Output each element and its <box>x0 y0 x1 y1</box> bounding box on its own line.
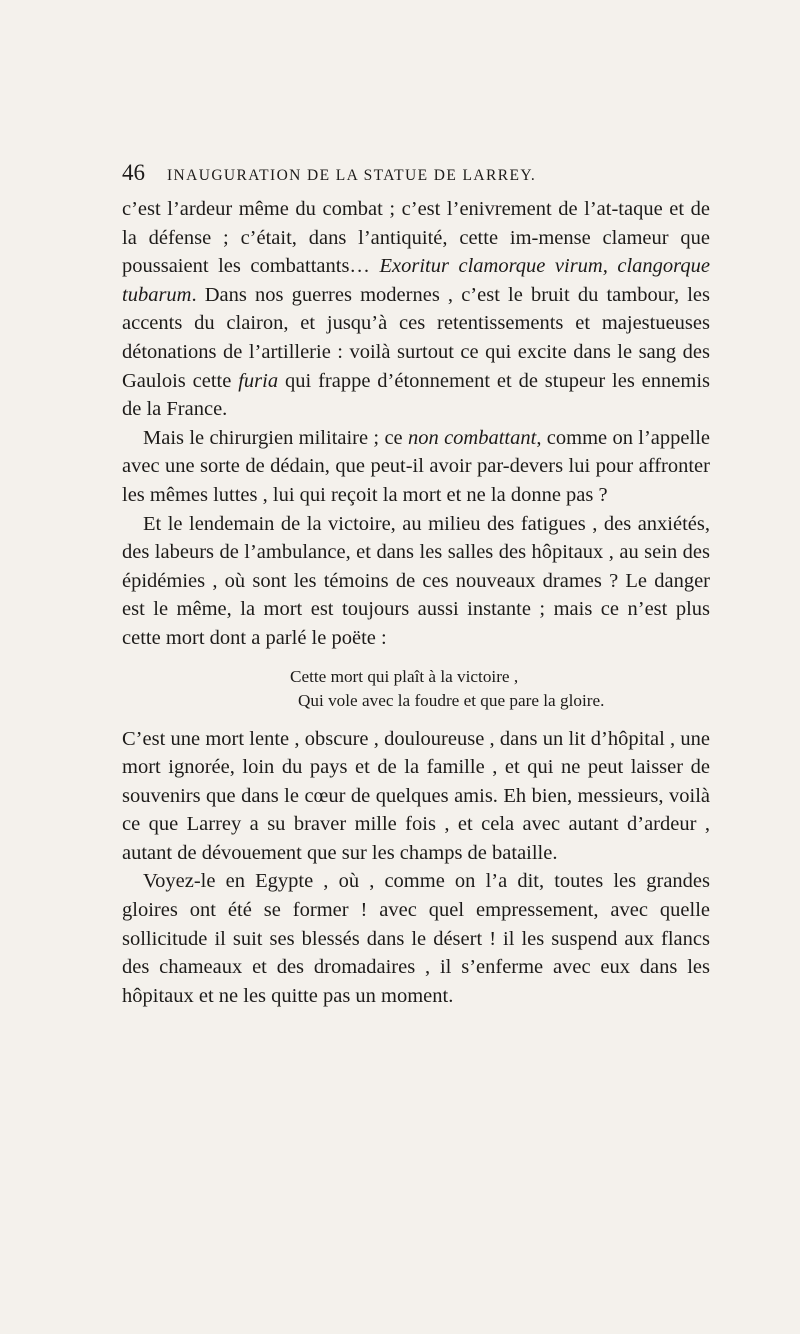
italic-furia: furia <box>238 369 279 392</box>
paragraph-4: C’est une mort lente , obscure , douloureuse , dans un lit d’hôpital , une mort ignorée, loin du pays et de la famille , et qui ne peut laisser de souvenirs que dans le cœur de quelques amis. Eh bien, messieurs, voilà ce que Larrey a su braver mille fois , et cela avec autant d’ardeur , autant de dévouement que sur les champs de bataille. <box>122 727 710 864</box>
italic-non-combattant: non combattant <box>408 426 537 449</box>
verse-line-2: Qui vole avec la foudre et que pare la gloire. <box>298 690 605 710</box>
latin-quote: Exoritur clamorque virum, clangorque tubarum <box>122 255 710 306</box>
page-number: 46 <box>122 160 145 185</box>
body-text <box>122 195 710 1010</box>
paragraph-1: c’est l’ardeur même du combat ; c’est l’enivrement de l’at-taque et de la défense ; c’était, dans l’antiquité, cette im-mense clameur que poussaient les combattants… Exoritur clamorque virum, clangorque tubarum. Dans nos guerres modernes , c’est le bruit du tambour, les accents du clairon, et jusqu’à ces retentissements et majestueuses détonations de l’artillerie : voilà surtout ce qui excite dans le sang des Gaulois cette furia qui frappe d’étonnement et de stupeur les ennemis de la France. <box>122 198 710 421</box>
paragraph-2: Mais le chirurgien militaire ; ce non combattant, comme on l’appelle avec une sorte de dédain, que peut-il avoir par-devers lui pour affronter les mêmes luttes , lui qui reçoit la mort et ne la donne pas ? <box>122 426 710 506</box>
running-title: INAUGURATION DE LA STATUE DE LARREY. <box>167 167 537 184</box>
page-header <box>122 161 722 188</box>
paragraph-5: Voyez-le en Egypte , où , comme on l’a dit, toutes les grandes gloires ont été se former ! avec quel empressement, avec quelle sollicitude il suit ses blessés dans le désert ! il les suspend aux flancs des chameaux et des dromadaires , il s’enferme avec eux dans les hôpitaux et ne les quitte pas un moment. <box>122 870 710 1007</box>
verse-quote <box>122 665 710 713</box>
paragraph-3: Et le lendemain de la victoire, au milieu des fatigues , des anxiétés, des labeurs de l’ambulance, et dans les salles des hôpitaux , au sein des épidémies , où sont les témoins de ces nouveaux drames ? Le danger est le même, la mort est toujours aussi instante ; mais ce n’est plus cette mort dont a parlé le poëte : <box>122 512 710 649</box>
verse-line-1: Cette mort qui plaît à la victoire , <box>290 666 519 686</box>
